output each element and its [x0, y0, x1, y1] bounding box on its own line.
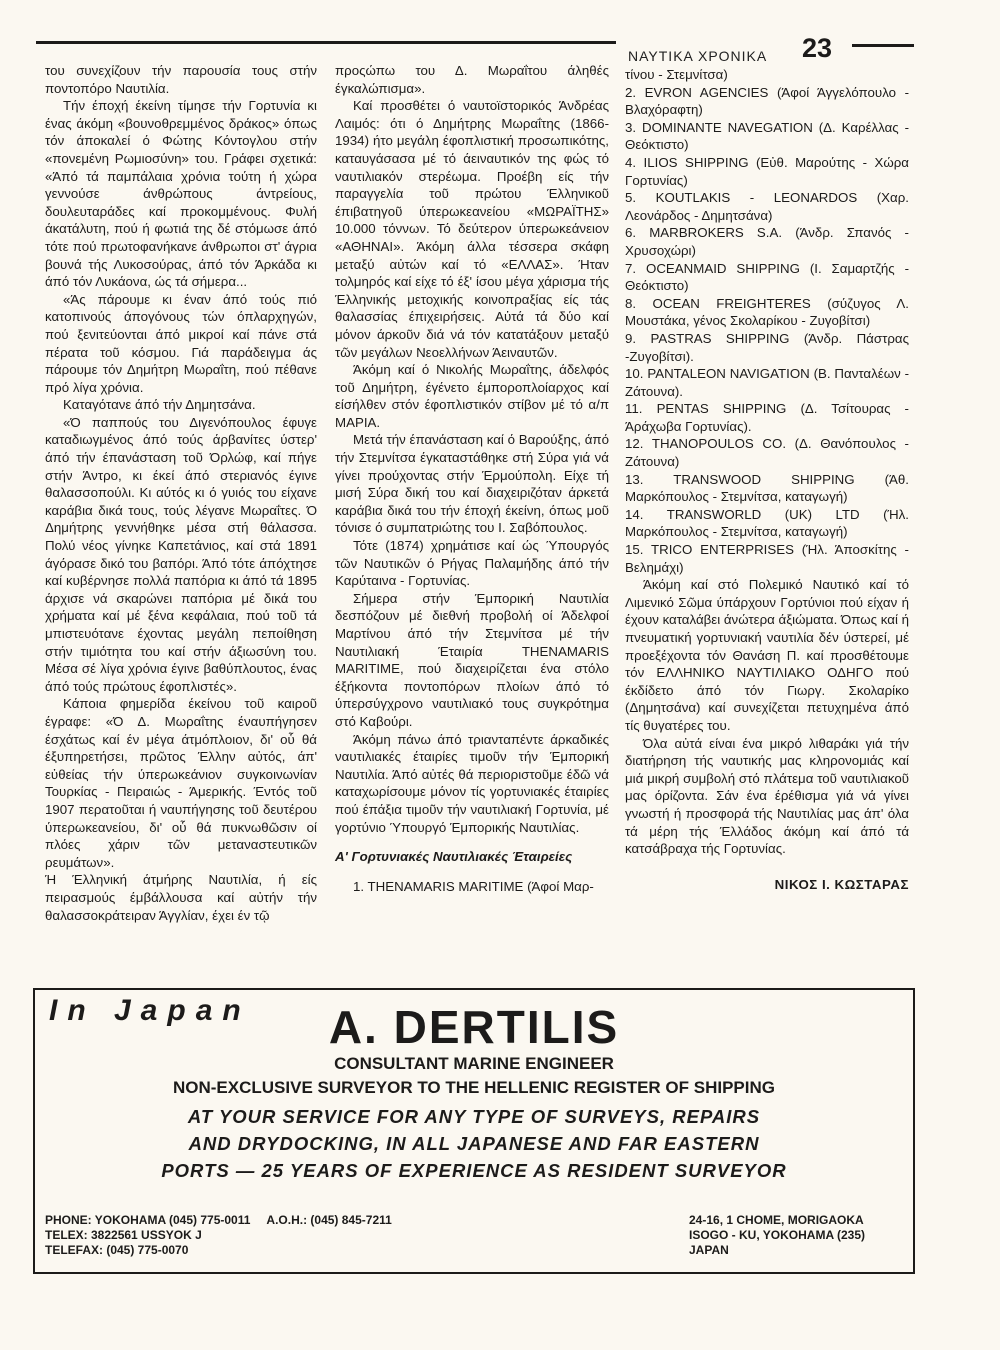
ad-slogan-line: AND DRYDOCKING, IN ALL JAPANESE AND FAR EASTERN: [188, 1133, 760, 1154]
header-rule-right: [852, 44, 914, 47]
advertisement-box: [33, 988, 915, 1274]
list-item: 15. TRICO ENTERPRISES (Ήλ. Άποσκίτης - Βελημάχι): [625, 542, 909, 575]
page-number: 23: [802, 33, 833, 63]
paragraph: του συνεχίζουν τήν παρουσία τους στήν ποντοπόρο Ναυτιλία.: [45, 63, 317, 96]
list-item: 7. OCEANMAID SHIPPING (Ι. Σαμαρτζής - Θεόκτιστο): [625, 260, 909, 294]
list-item: 13. TRANSWOOD SHIPPING (Άθ. Μαρκόπουλος - Στεμνίτσα, καταγωγή): [625, 471, 909, 505]
list-item: 5. KOUTLAKIS - LEONARDOS (Χαρ. Λεονάρδος - Δημητσάνα): [625, 190, 909, 223]
paragraph: προςώπω του Δ. Μωραΐτου άληθές έγκαλώπισμα».: [335, 63, 609, 96]
masthead: ΝΑΥΤΙΚΑ ΧΡΟΝΙΚΑ: [628, 48, 768, 64]
ad-contact-block: [45, 1213, 392, 1258]
header-rule-left: [36, 41, 616, 44]
list-item: 9. PASTRAS SHIPPING (Άνδρ. Πάστρας -Ζυγοβίτσι).: [625, 330, 909, 364]
ad-telefax: TELEFAX: (045) 775-0070: [45, 1243, 189, 1257]
ad-aoh: A.O.H.: (045) 845-7211: [266, 1213, 392, 1227]
ad-company-name: A. DERTILIS: [328, 1001, 620, 1053]
list-item: 11. PENTAS SHIPPING (Δ. Τσίτουρας - Άράχωβα Γορτυνίας).: [625, 401, 909, 434]
ad-location: In Japan: [49, 994, 251, 1027]
section-subheading: Α' Γορτυνιακές Ναυτιλιακές Έταιρείες: [335, 849, 573, 865]
list-item: 12. THANOPOULOS CO. (Δ. Θανόπουλος - Ζάτουνα): [625, 436, 909, 470]
ad-address-line: 24-16, 1 CHOME, MORIGAOKA: [689, 1213, 864, 1227]
paragraph: Καί προσθέτει ό ναυτοϊστορικός Άνδρέας Λαιμός: ότι ό Δημήτρης Μωραΐτης (1866-1934) ήτο μεγάλη έφοπλιστική προσωπικότης, καταυγάσασα μέ τό άειναυτικόν της φώς τό ναυτιλιακόν στερέωμα. Προέβη είς τήν παραγγελία τοῦ πρώτου Έλληνικοῦ έπιβατηγοῦ ύπερωκεανείου «ΜΩΡΑΪΤΗΣ» 10.000 τόννων. Τό δεύτερον ύπερωκεάνειον «ΑΘΗΝΑΙ». Άκόμη άλλα τέσσερα σκάφη μεταξύ αὐτών καί τό «ΕΛΛΑΣ». Ήταν τολμηρός καί είχε τό έξ' ίσου μέγα χάρισμα τής Έλληνικής μετοχικής κοινοπραξίας είς τάς θαλασσίας έπιχειρήσεις. Αὐτά τά δύο καί μόνον άρκοῦν διά νά τόν κατατάξουν μεταξύ τῶν μεγάλων Νεοελλήνων Άειναυτῶν.: [335, 98, 609, 360]
list-item: 8. OCEAN FREIGHTERES (σύζυγος Λ. Μουστάκα, γένος Σκολαρίκου - Ζυγοβίτσι): [625, 295, 909, 329]
list-item: τίνου - Στεμνίτσα): [625, 67, 728, 82]
list-item: 10. PANTALEON NAVIGATION (Β. Πανταλέων - Ζάτουνα).: [625, 366, 909, 399]
list-item: 14. TRANSWORLD (UK) LTD (Ήλ. Μαρκόπουλος - Στεμνίτσα, καταγωγή): [625, 506, 909, 540]
ad-address-line: ISOGO - KU, YOKOHAMA (235): [689, 1228, 866, 1242]
paragraph: Άκόμη πάνω άπό τριανταπέντε άρκαδικές ναυτιλιακές έταιρίες τιμοῦν τήν Έμπορική Ναυτιλία. Άπό αὐτές θά περιοριστοῦμε έδῶ νά καταχωρίσουμε μόνον τίς γορτυνιακές έταιρίες πού έπάξια τιμοῦν τήν ναυτιλιακή Γορτυνία, μέ γορτύνιο Ύπουργό Έμπορικής Ναυτιλίας.: [335, 731, 609, 835]
article-column-3: [625, 66, 909, 893]
list-item: 3. DOMINANTE NAVEGATION (Δ. Καρέλλας - Θεόκτιστο): [625, 119, 909, 153]
paragraph: Κάποια φημερίδα έκείνου τοῦ καιροῦ έγραφε: «Ό Δ. Μωραΐτης έναυπήγησεν έσχάτως καί έν μέγα άτμόπλοιον, δι' οὗ θά έξυπηρετήσει, πρῶτος Έλλην αὐτός, άπ' εὐθείας τήν ύπερωκεάνιον συγκοινωνίαν Τουρκίας - Πειραιώς - Άμερικής. Έντός τοῦ 1907 περατοῦται ή ναυπήγησης τοῦ δευτέρου ύπερωκεανείου, δι' οὗ θά πυκνωθῶσιν οί πλόες χάριν τῶν μεταναστευτικῶν ρευμάτων».: [45, 696, 317, 870]
paragraph: «Άς πάρουμε κι έναν άπό τούς πιό κατοπινούς άπογόνους τών όπλαρχηγών, πού ξενιτεύονται άπό μικροί καί πάνε στά πέρατα τοῦ κόσμου. Γιά παράδειγμα άς πάρουμε τόν Δημήτρη Μωραΐτη, πού πέθανε πρό λίγα χρόνια.: [45, 291, 317, 395]
article-column-2: [335, 62, 609, 895]
list-item: 4. ILIOS SHIPPING (Εὐθ. Μαρούτης - Χώρα Γορτυνίας): [625, 154, 909, 188]
ad-slogan-line: AT YOUR SERVICE FOR ANY TYPE OF SURVEYS, REPAIRS: [187, 1106, 761, 1127]
paragraph: Μετά τήν έπανάσταση καί ό Βαρούξης, άπό τήν Στεμνίτσα έγκαταστάθηκε στή Σύρα γιά νά γίνει προύχοντας στήν Έρμούπολη. Είχε τή μισή Σύρα δική του καί διαχειριζόταν άρκετά καράβια δικά του τήν έποχή έκείνη, όπως μοῦ τόνισε ό συμπατριώτης του Ι. Σαβόπουλος.: [335, 432, 609, 536]
paragraph: Τότε (1874) χρημάτισε καί ώς Ύπουργός τῶν Ναυτικῶν ό Ρήγας Παλαμήδης άπό τήν Καρύταινα - Γορτυνίας.: [335, 538, 609, 589]
paragraph: Καταγότανε άπό τήν Δημητσάνα.: [63, 397, 256, 413]
list-item: 6. MARBROKERS S.A. (Άνδρ. Σπανός - Χρυσοχώρι): [625, 225, 909, 258]
ad-slogan-line: PORTS — 25 YEARS OF EXPERIENCE AS RESIDENT SURVEYOR: [161, 1160, 787, 1181]
ad-title: CONSULTANT MARINE ENGINEER: [334, 1054, 614, 1073]
paragraph: Όλα αὐτά είναι ένα μικρό λιθαράκι γιά τήν διατήρηση τής ναυτικής μας κληρονομιάς καί μιά μικρή συμβολή στό πλάτεμα τοῦ ναυτιλιακοῦ μας όρίζοντα. Σάν ένα έρέθισμα γιά νά γίνει γνωστή ή προσφορά τής Ναυτιλίας μας άπ' όλα τά μέρη τής Έλλάδος άκόμη καί άπό τά κατσάβραχα τής Γορτυνίας.: [625, 735, 909, 857]
paragraph: Άκόμη καί ό Νικολής Μωραΐτης, άδελφός τοῦ Δημήτρη, έγένετο έμποροπλοίαρχος καί είσήλθεν στόν έφοπλιστικόν στίβον μέ τό α/π ΜΑΡΙΑ.: [335, 362, 609, 430]
paragraph: Ή Έλληνική άτμήρης Ναυτιλία, ή είς πειρασμούς έμβάλλουσα καί αὐτήν τήν θαλασσοκράτειραν Άγγλίαν, έχει έν τῷ: [45, 872, 317, 923]
ad-address-block: [689, 1213, 865, 1258]
paragraph: Σήμερα στήν Έμπορική Ναυτιλία δεσπόζουν μέ διεθνή προβολή οί Άδελφοί Μαρτίνου άπό τήν Στεμνίτσα μέ τήν Ναυτιλιακή Έταιρία THENAMARIS MARITIME, πού διαχειρίζεται ένα στόλο έξήκοντα ποντοπόρων πλοίων άπό τό ύπερσύγχρονο ναυτιλιακό τους συγκρότημα στό Καβούρι.: [335, 590, 609, 729]
ad-address-line: JAPAN: [689, 1243, 729, 1257]
paragraph: Τήν έποχή έκείνη τίμησε τήν Γορτυνία κι ένας άκόμη «βουνοθρεμμένος δράκος» όπως τόν άποκαλεί ό Φώτης Κόντογλου στήν «πονεμένη Ρωμιοσύνη» του. Γράφει σχετικά: «Άπό τά παμπάλαια χρόνια τούτη ή χώρα γεννούσε άνθρώπους άντρείους, δουλευταράδες καί προκομμένους. Φυλή άκατάλυτη, πού ή φωτιά της δέ στόμωσε άπό τότε πού πρωτοφανήκανε άνθρωποι στ' άγρια βουνά τής Λυκοσούρας, άπό τόν Άρκάδα κι άπό τόν Λυκάονα, ώς τά σήμερα...: [45, 98, 317, 290]
paragraph: «Ό παππούς του Διγενόπουλος έφυγε καταδιωγμένος άπό τούς άρβανίτες ύστερ' άπό τήν έπανάσταση τοῦ Όρλώφ, καί πήγε στήν Άντρο, κι έκεί άπό στεριανός έγινε θαλασσοπούλι. Κι αύτός κι ό γυιός του είχανε καράβια δικά τους, τούς λέγανε Μωραΐτες. Ό Δημήτρης γεννήθηκε μέσα στή θάλασσα. Πολύ νέος γίνηκε Καπετάνιος, καί στά 1891 άγόρασε δικό του βαπόρι. Άπό τότε άπόχτησε καί κυβέρνησε πολλά παπόρια κι άπό τά 1895 άρχισε νά σκαρώνει παπόρια μέ δικά του χρήματα καί μέ ξένα κεφάλαια, πού τοῦ τά μπιστευότανε έχοντας μεγάλη πεποίθηση στήν τιμιότητα του καί στήν άξιωσύνη του. Μέσα σέ λίγα χρόνια έγινε βαθύπλουτος, ένας άπό τούς πρώτους έφοπλιστές».: [45, 414, 317, 694]
ad-phone: PHONE: YOKOHAMA (045) 775-0011: [45, 1213, 251, 1227]
ad-subtitle: NON-EXCLUSIVE SURVEYOR TO THE HELLENIC REGISTER OF SHIPPING: [172, 1078, 775, 1097]
paragraph: Άκόμη καί στό Πολεμικό Ναυτικό καί τό Λιμενικό Σῶμα ύπάρχουν Γορτύνιοι πού είχαν ή έχουν καταλάβει άνώτερα άξιώματα. Όπως καί ή πνευματική γορτυνιακή ναυτιλία δέν ύστερεί, μέ προεξέχοντα τόν Θανάση Π. καί προσθέτουμε τόν ΕΛΛΗΝΙΚΟ ΝΑΥΤΙΛΙΑΚΟ ΟΔΗΓΟ πού έκδίδετο άπό τόν Γιωργ. Σκολαρίκο (Δημητσάνα) καί συνεχίζεται πετυχημένα άπό τίς θυγατέρες του.: [625, 577, 909, 733]
author-signature: ΝΙΚΟΣ Ι. ΚΩΣΤΑΡΑΣ: [774, 876, 909, 892]
ad-telex: TELEX: 3822561 USSYOK J: [45, 1228, 202, 1242]
list-item: 1. THENAMARIS MARITIME (Άφοί Μαρ-: [353, 878, 594, 894]
list-item: 2. EVRON AGENCIES (Άφοί Άγγελόπουλο - Βλαχόραφτη): [625, 84, 909, 118]
article-column-1: [45, 62, 317, 924]
